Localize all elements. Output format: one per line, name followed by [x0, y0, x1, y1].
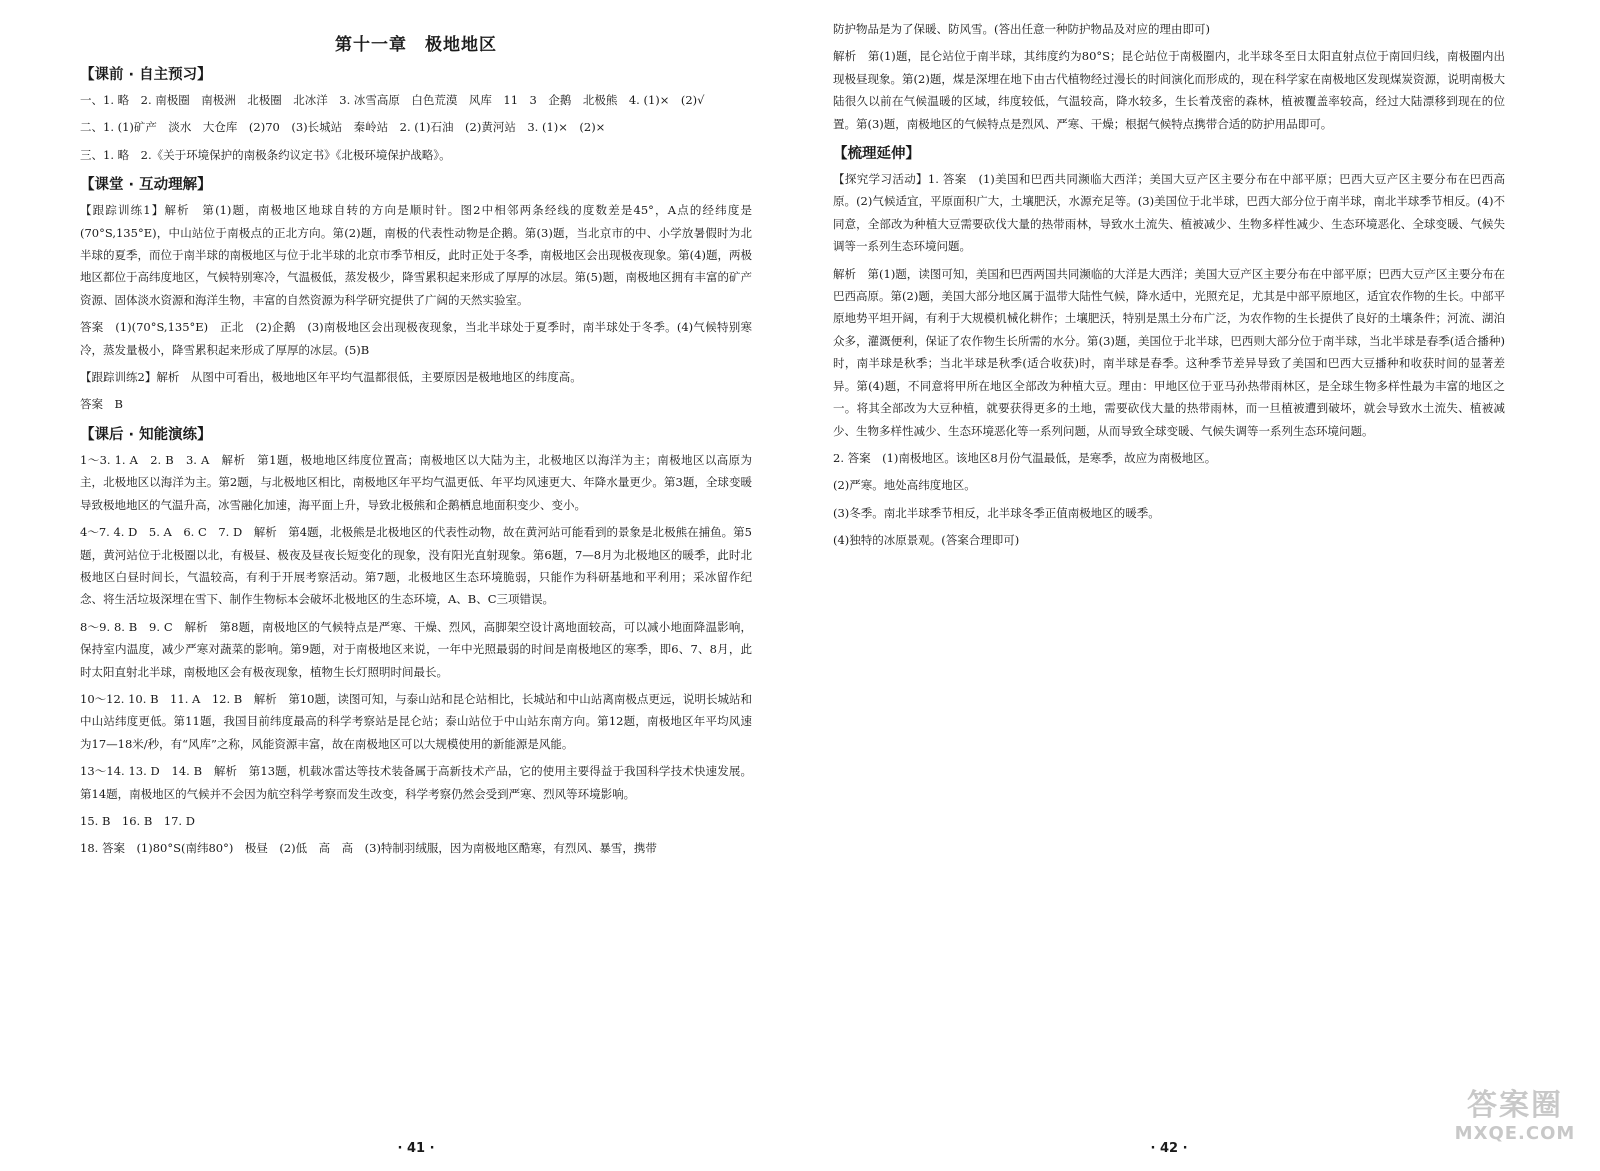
- watermark-text: 答案圈: [1467, 1088, 1563, 1123]
- section-preview: [80, 63, 752, 166]
- page-number: · 42 ·: [1150, 1141, 1188, 1156]
- watermark-logo: [1450, 1089, 1580, 1159]
- answer-paragraph: 10～12. 10. B 11. A 12. B 解析 第10题，读图可知，与泰山站和昆仑站相比，长城站和中山站离南极点更远，说明长城站和中山站纬度更低。第11题，我国目前纬度最高的科学考察站是昆仑站；泰山站位于中山站东南方向。第12题，南极地区年平均风速为17—18米/秒，有“风库”之称，风能资源丰富，故在南极地区可以大规模使用的新能源是风能。: [80, 691, 752, 751]
- answer-paragraph: 4～7. 4. D 5. A 6. C 7. D 解析 第4题，北极熊是北极地区的代表性动物，故在黄河站可能看到的景象是北极熊在捕鱼。第5题，黄河站位于北极圈以北，有极昼、极夜及昼夜长短变化的现象，没有阳光直射现象。第6题，7—8月为北极地区的暖季，此时北极地区白昼时间长，气温较高，有利于开展考察活动。第7题，北极地区生态环境脆弱，只能作为科研基地和平利用；采冰留作纪念、将生活垃圾深埋在雪下、制作生物标本会破坏北极地区的生态环境，A、B、C三项错误。: [80, 525, 752, 607]
- answer-paragraph: (3)冬季。南北半球季节相反，北半球冬季正值南极地区的暖季。: [833, 505, 1160, 520]
- section-classroom: [80, 173, 752, 416]
- section-heading: 【课后 · 知能演练】: [80, 426, 212, 443]
- answer-paragraph: 15. B 16. B 17. D: [80, 813, 195, 828]
- answer-paragraph: 【跟踪训练1】解析 第(1)题，南极地区地球自转的方向是顺时针。图2中相邻两条经线的度数差是45°，A点的经纬度是(70°S,135°E)，中山站位于南极点的正北方向。第(2)题，南极的代表性动物是企鹅。第(3)题，当北京市的中、小学放暑假时为北半球的夏季，而位于南半球的南极地区与位于北半球的北京市季节相反，此时正处于冬季，南极地区会出现极夜现象。第(4)题，两极地区都位于高纬度地区，气候特别寒冷，气温极低，蒸发极少，降雪累积起来形成了厚厚的冰层。第(5)题，南极地区拥有丰富的矿产资源、固体淡水资源和海洋生物，丰富的自然资源为科学研究提供了广阔的天然实验室。: [80, 203, 752, 307]
- section-heading: 【课堂 · 互动理解】: [80, 177, 212, 194]
- answer-paragraph: 2. 答案 (1)南极地区。该地区8月份气温最低，是寒季，故应为南极地区。: [833, 450, 1217, 465]
- answer-paragraph: 二、1. (1)矿产 淡水 大仓库 (2)70 (3)长城站 秦岭站 2. (1)石油 (2)黄河站 3. (1)× (2)×: [80, 120, 606, 135]
- answer-paragraph: (2)严寒。地处高纬度地区。: [833, 478, 976, 493]
- section-heading: 【梳理延伸】: [833, 146, 920, 163]
- left-page: [80, 18, 752, 1158]
- answer-paragraph: 解析 第(1)题，读图可知，美国和巴西两国共同濒临的大洋是大西洋；美国大豆产区主要分布在中部平原；巴西大豆产区主要分布在巴西高原。第(2)题，美国大部分地区属于温带大陆性气候，降水适中，光照充足，尤其是中部平原地区，适宜农作物的生长。中部平原地势平坦开阔，有利于大规模机械化耕作；土壤肥沃，特别是黑土分布广泛，为农作物的生长提供了良好的土壤条件；河流、湖泊众多，灌溉便利，保证了农作物生长所需的水分。第(3)题，美国位于北半球，巴西则大部分位于南半球，当北半球是春季(适合播种)时，南半球是秋季；当北半球是秋季(适合收获)时，南半球是春季。这种季节差异导致了美国和巴西大豆播种和收获时间的显著差异。第(4)题，不同意将甲所在地区全部改为种植大豆。理由：甲地区位于亚马孙热带雨林区，是全球生物多样性最为丰富的地区之一。将其全部改为大豆种植，就要获得更多的土地，需要砍伐大量的热带雨林，而一旦植被遭到破坏，就会导致水土流失、植被减少、生物多样性减少、生态环境恶化等一系列问题，从而导致全球变暖、气候失调等一系列生态环境问题。: [833, 266, 1505, 438]
- answer-paragraph: (4)独特的冰原景观。(答案合理即可): [833, 533, 1020, 548]
- page-number: · 41 ·: [397, 1141, 435, 1156]
- answer-paragraph: 防护物品是为了保暖、防风雪。(答出任意一种防护物品及对应的理由即可): [833, 22, 1210, 36]
- right-page: [833, 18, 1505, 1158]
- section-after-class: [80, 423, 752, 860]
- answer-paragraph: 1～3. 1. A 2. B 3. A 解析 第1题，极地地区纬度位置高；南极地区以大陆为主，北极地区以海洋为主；南极地区以高原为主，北极地区以海洋为主。第2题，与北极地区相比，南极地区年平均气温更低、年平均风速更大、年降水量更少。第3题，全球变暖导致极地地区的气温升高，冰雪融化加速，海平面上升，导致北极熊和企鹅栖息地面积变少、变小。: [80, 452, 752, 512]
- answer-paragraph: 解析 第(1)题，昆仑站位于南半球，其纬度约为80°S；昆仑站位于南极圈内，北半球冬至日太阳直射点位于南回归线，南极圈内出现极昼现象。第(2)题，煤是深埋在地下由古代植物经过漫长的时间演化而形成的，现在科学家在南极地区发现煤炭资源，说明南极大陆很久以前在气候温暖的区域，纬度较低，气温较高，降水较多，生长着茂密的森林，植被覆盖率较高，经过大陆漂移到现在的位置。第(3)题，南极地区的气候特点是烈风、严寒、干燥；根据气候特点携带合适的防护用品即可。: [833, 49, 1505, 131]
- answer-paragraph: 一、1. 略 2. 南极圈 南极洲 北极圈 北冰洋 3. 冰雪高原 白色荒漠 风库 11 3 企鹅 北极熊 4. (1)× (2)√: [80, 93, 705, 107]
- answer-paragraph: 18. 答案 (1)80°S(南纬80°) 极昼 (2)低 高 高 (3)特制羽绒服，因为南极地区酷寒，有烈风、暴雪，携带: [80, 841, 657, 856]
- answer-paragraph: 【跟踪训练2】解析 从图中可看出，极地地区年平均气温都很低，主要原因是极地地区的纬度高。: [80, 370, 582, 385]
- chapter-title: 第十一章 极地地区: [335, 35, 497, 55]
- answer-paragraph: 答案 B: [80, 397, 123, 412]
- answer-paragraph: 8～9. 8. B 9. C 解析 第8题，南极地区的气候特点是严寒、干燥、烈风，高脚架空设计离地面较高，可以减小地面降温影响，保持室内温度，减少严寒对蔬菜的影响。第9题，对于南极地区来说，一年中光照最弱的时间是南极地区的寒季，即6、7、8月，此时太阳直射北半球，南极地区会有极夜现象，植物生长灯照明时间最长。: [80, 619, 752, 679]
- watermark-url: MXQE.COM: [1454, 1123, 1576, 1144]
- section-heading: 【课前 · 自主预习】: [80, 67, 212, 83]
- answer-paragraph: 答案 (1)(70°S,135°E) 正北 (2)企鹅 (3)南极地区会出现极夜现象，当北半球处于夏季时，南半球处于冬季。(4)气候特别寒冷，蒸发量极小，降雪累积起来形成了厚厚的冰层。(5)B: [80, 320, 752, 357]
- answer-paragraph: 【探究学习活动】1. 答案 (1)美国和巴西共同濒临大西洋；美国大豆产区主要分布在中部平原；巴西大豆产区主要分布在巴西高原。(2)气候适宜，平原面积广大，土壤肥沃，水源充足等。(3)美国位于北半球，巴西大部分位于南半球，南北半球季节相反。(4)不同意，全部改为种植大豆需要砍伐大量的热带雨林，导致水土流失、植被减少、生物多样性减少、生态环境恶化、全球变暖、气候失调等一系列生态环境问题。: [833, 172, 1505, 254]
- answer-paragraph: 三、1. 略 2.《关于环境保护的南极条约议定书》《北极环境保护战略》。: [80, 147, 451, 162]
- answer-paragraph: 13～14. 13. D 14. B 解析 第13题，机载冰雷达等技术装备属于高新技术产品，它的使用主要得益于我国科学技术快速发展。第14题，南极地区的气候并不会因为航空科学考察而发生改变，科学考察仍然会受到严寒、烈风等环境影响。: [80, 764, 752, 801]
